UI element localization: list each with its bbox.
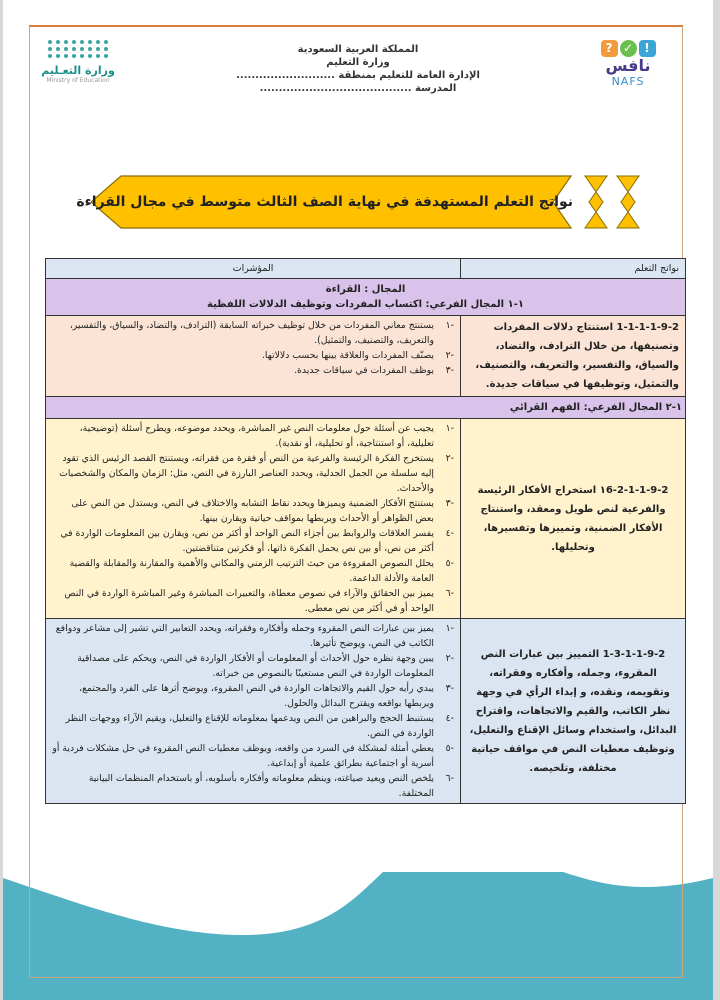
indicator-text: يوظف المفردات في سياقات جديدة.: [294, 365, 434, 376]
indicator-text: يستنتج الأفكار الضمنية ويميزها ويحدد نقاط التشابه والاختلاف في النص، ويستدل من النص على بعض الظواهر أو الأحداث ويربطها بمواقف حياتية ويقارن بينها.: [71, 498, 434, 524]
subdomain-row: [46, 397, 686, 419]
indicator-number: -٢: [445, 350, 454, 361]
subdomain-label: ١-١ المجال الفرعي: اكتساب المفردات وتوظيف الدلالات اللفظية: [207, 299, 524, 310]
indicator-number: -٣: [445, 498, 454, 509]
indicator-item: [52, 586, 454, 616]
indicators-cell: [46, 619, 461, 804]
indicator-item: [52, 526, 454, 556]
indicator-item: [52, 496, 454, 526]
banner-title: نواتج التعلم المستهدفة في نهاية الصف الثالث متوسط في مجال القراءة: [76, 194, 573, 210]
indicator-number: -٤: [445, 713, 454, 724]
indicator-text: يبين وجهة نظره حول الأحداث أو المعلومات أو الأفكار الواردة في النص، ويحكم على مصداقية المعلومات الواردة في النص مستعينًا بالنصوص من خبراته.: [77, 653, 434, 679]
indicator-text: يعطي أمثلة لمشكلة في السرد من واقعه، ويوظف معطيات النص المقروء في حل مشكلات فردية أو أسرية أو اجتماعية بطرائق علمية أو إبداعية.: [52, 743, 434, 769]
ministry-name-ar: وزارة التعـليم: [41, 64, 115, 77]
indicator-number: -٣: [445, 683, 454, 694]
exclamation-icon: !: [639, 40, 656, 57]
indicator-number: -١: [445, 320, 454, 331]
indicator-text: يلخص النص ويعيد صياغته، وينظم معلوماته وأفكاره بأسلوبه، أو باستخدام المنظمات البيانية المختلفة.: [88, 773, 434, 799]
nafs-logo: [588, 40, 668, 88]
indicator-text: يفسر العلاقات والروابط بين أجزاء النص الواحد أو أكثر من نص، ويقارن بين المعلومات الواردة في أكثر من نص، أو بين نص يحمل الفكرة ذاتها، أو فكرتين متناقضتين.: [60, 528, 434, 554]
indicator-text: يحلل النصوص المقروءة من حيث الترتيب الزمني والمكاني والأهمية والمقارنة والمقابلة والقضية العامة والأدلة الداعمة.: [69, 558, 434, 584]
directorate-label: الإدارة العامة للتعليم بمنطقة ..........................: [236, 70, 480, 81]
indicator-number: -٦: [445, 588, 454, 599]
indicator-text: يبدي رأيه حول القيم والاتجاهات الواردة في النص المقروء، ويوضح أثرها على الفرد والمجتمع، ويربطها بواقعه ويقترح البدائل والحلول.: [79, 683, 434, 709]
indicator-item: [52, 348, 454, 363]
check-icon: ✓: [620, 40, 637, 57]
indicator-item: [52, 711, 454, 741]
indicators-header: المؤشرات: [46, 259, 461, 279]
indicator-number: -٢: [445, 453, 454, 464]
indicator-text: يميز بين عبارات النص المقروء وجمله وأفكاره وفقراته، ويحدد التعابير التي تشير إلى مشاعر ودوافع الكاتب في النص، ويوضح تأثيرها.: [55, 623, 434, 649]
indicator-item: [52, 771, 454, 801]
indicator-number: -١: [445, 623, 454, 634]
indicator-text: يميز بين الحقائق والآراء في نصوص معطاة، والتعبيرات المباشرة وغير المباشرة الواردة في النص الواحد أو في أكثر من نص معطى.: [64, 588, 434, 614]
table-row: [46, 619, 686, 804]
indicator-item: [52, 556, 454, 586]
table-row: [46, 419, 686, 619]
ministry-emblem-icon: [33, 40, 123, 58]
table-row: [46, 316, 686, 397]
document-page: [3, 0, 713, 1000]
learning-outcomes-table: [45, 258, 686, 804]
indicators-cell: [46, 316, 461, 397]
indicator-text: يستنتج معاني المفردات من خلال توظيف خبراته السابقة (الترادف، والتضاد، والسياق، والتفسير، والتعريف، والتصنيف، والتمثيل).: [69, 320, 434, 346]
indicator-text: يجيب عن أسئلة حول معلومات النص غير المباشرة، ويحدد موضوعه، ويطرح أسئلة (توضيحية، تعليلية، أو استنتاجية، أو تحليلية، أو نقدية).: [79, 423, 434, 449]
indicator-item: [52, 741, 454, 771]
outcome-cell: 1-3-1-1-9-2 التمييز بين عبارات النص المقروء، وجمله، وأفكاره وفقراته، وتقويمه، ونقده، و إبداء الرأي في وجهة نظر الكاتب، والقيم والاتجاهات، واقتراح البدائل، واستخدام وسائل الإقناع والتعليل، وتوظيف معطيات النص في مواقف حياتية مختلفة، وتلخيصه.: [461, 619, 686, 804]
indicator-number: -٦: [445, 773, 454, 784]
ministry-label: وزارة التعليم: [326, 57, 390, 68]
indicator-item: [52, 318, 454, 348]
indicator-number: -٣: [445, 365, 454, 376]
indicators-cell: [46, 419, 461, 619]
ministry-logo: [33, 40, 123, 84]
indicator-item: [52, 621, 454, 651]
nafs-name-ar: نافس: [605, 56, 651, 75]
indicator-text: يستخرج الفكرة الرئيسة والفرعية من النص أو فقرة من فقراته، ويستنتج القصد الرئيس الذي تقود إليه سلسلة من الجمل الجدلية، ويحدد العناصر البارزة في النص، مثل: الزمان والمكان والشخصيات والأحداث.: [59, 453, 434, 494]
country-name: المملكة العربية السعودية: [297, 44, 419, 55]
indicator-number: -٥: [445, 743, 454, 754]
outcome-cell: 1-1-1-1-9-2 استنتاج دلالات المفردات وتصنيفها، من خلال الترادف، والتضاد، والسياق، والتفسير، والتعريف، والتصنيف، والتمثيل، وتوظيفها في سياقات جديدة.: [461, 316, 686, 397]
ministry-name-en: Ministry of Education: [46, 77, 110, 84]
domain-row: [46, 279, 686, 316]
indicator-number: -٢: [445, 653, 454, 664]
indicator-number: -٥: [445, 558, 454, 569]
outcome-cell: ١6-2-1-1-9-2 استخراج الأفكار الرئيسة والفرعية لنص طويل ومعقد، واستنتاج الأفكار الضمنية، وتمييزها وتفسيرها، وتحليلها.: [461, 419, 686, 619]
indicator-item: [52, 363, 454, 378]
letterhead: [233, 43, 483, 95]
subdomain-label: ١-٢ المجال الفرعي: الفهم القرائي: [46, 397, 686, 419]
indicator-item: [52, 451, 454, 496]
outcomes-header: نواتج التعلم: [461, 259, 686, 279]
indicator-text: يستنبط الحجج والبراهين من النص ويدعمها بمعلوماته للإقناع والتعليل، ويقيم الآراء ووجهات النظر الواردة في النص.: [65, 713, 434, 739]
indicator-number: -٤: [445, 528, 454, 539]
indicator-item: [52, 681, 454, 711]
indicator-text: يصنّف المفردات والعلاقة بينها بحسب دلالاتها.: [261, 350, 434, 361]
domain-label: المجال : القراءة: [325, 284, 406, 295]
nafs-name-en: NAFS: [611, 75, 645, 88]
indicator-item: [52, 651, 454, 681]
indicator-number: -١: [445, 423, 454, 434]
table-header-row: [46, 259, 686, 279]
school-label: المدرسة ........................................: [259, 83, 457, 94]
question-icon: ?: [601, 40, 618, 57]
indicator-item: [52, 421, 454, 451]
